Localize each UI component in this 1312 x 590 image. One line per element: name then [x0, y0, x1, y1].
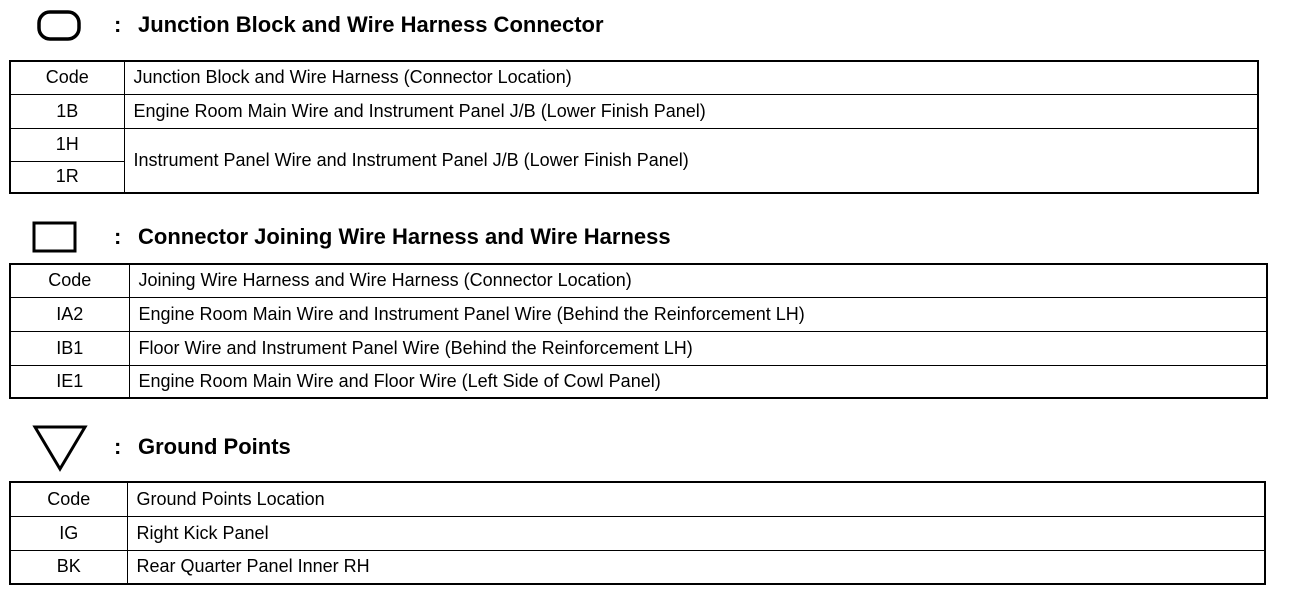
junction-block-symbol-icon	[36, 7, 84, 43]
table-header-row	[10, 482, 1265, 516]
connector-symbol-icon	[32, 220, 78, 254]
desc-header-cell: Ground Points Location	[127, 482, 1265, 516]
code-header-cell: Code	[10, 61, 124, 94]
table-row	[10, 365, 1267, 398]
table-row	[10, 297, 1267, 331]
section-colon: :	[114, 434, 122, 459]
table-header-row	[10, 264, 1267, 297]
code-cell: IB1	[10, 331, 129, 365]
code-header-cell: Code	[10, 264, 129, 297]
desc-cell: Floor Wire and Instrument Panel Wire (Behind the Reinforcement LH)	[129, 331, 1267, 365]
section-ground-points-header	[0, 424, 1300, 464]
desc-cell-merged: Instrument Panel Wire and Instrument Panel J/B (Lower Finish Panel)	[124, 128, 1258, 193]
code-cell: BK	[10, 550, 127, 584]
connector-table	[9, 263, 1268, 399]
section-colon: :	[114, 224, 122, 249]
desc-header-cell: Joining Wire Harness and Wire Harness (Connector Location)	[129, 264, 1267, 297]
code-cell: IE1	[10, 365, 129, 398]
table-row	[10, 550, 1265, 584]
desc-cell: Engine Room Main Wire and Instrument Panel Wire (Behind the Reinforcement LH)	[129, 297, 1267, 331]
table-row	[10, 331, 1267, 365]
code-cell: IA2	[10, 297, 129, 331]
junction-block-table	[9, 60, 1259, 194]
table-row	[10, 128, 1258, 161]
table-row	[10, 94, 1258, 128]
code-cell: 1R	[10, 161, 124, 193]
code-cell: 1H	[10, 128, 124, 161]
section-junction-block-header	[0, 4, 1300, 44]
section-title: Connector Joining Wire Harness and Wire Harness	[138, 224, 671, 249]
ground-points-table	[9, 481, 1266, 585]
section-title: Junction Block and Wire Harness Connector	[138, 12, 604, 37]
table-header-row	[10, 61, 1258, 94]
desc-cell: Engine Room Main Wire and Floor Wire (Left Side of Cowl Panel)	[129, 365, 1267, 398]
code-cell: 1B	[10, 94, 124, 128]
desc-header-cell: Junction Block and Wire Harness (Connector Location)	[124, 61, 1258, 94]
section-title: Ground Points	[138, 434, 291, 459]
table-row	[10, 516, 1265, 550]
ground-point-triangle-icon	[32, 424, 88, 472]
code-cell: IG	[10, 516, 127, 550]
section-colon: :	[114, 12, 122, 37]
desc-cell: Engine Room Main Wire and Instrument Panel J/B (Lower Finish Panel)	[124, 94, 1258, 128]
section-connector-header	[0, 216, 1300, 256]
desc-cell: Rear Quarter Panel Inner RH	[127, 550, 1265, 584]
code-header-cell: Code	[10, 482, 127, 516]
desc-cell: Right Kick Panel	[127, 516, 1265, 550]
